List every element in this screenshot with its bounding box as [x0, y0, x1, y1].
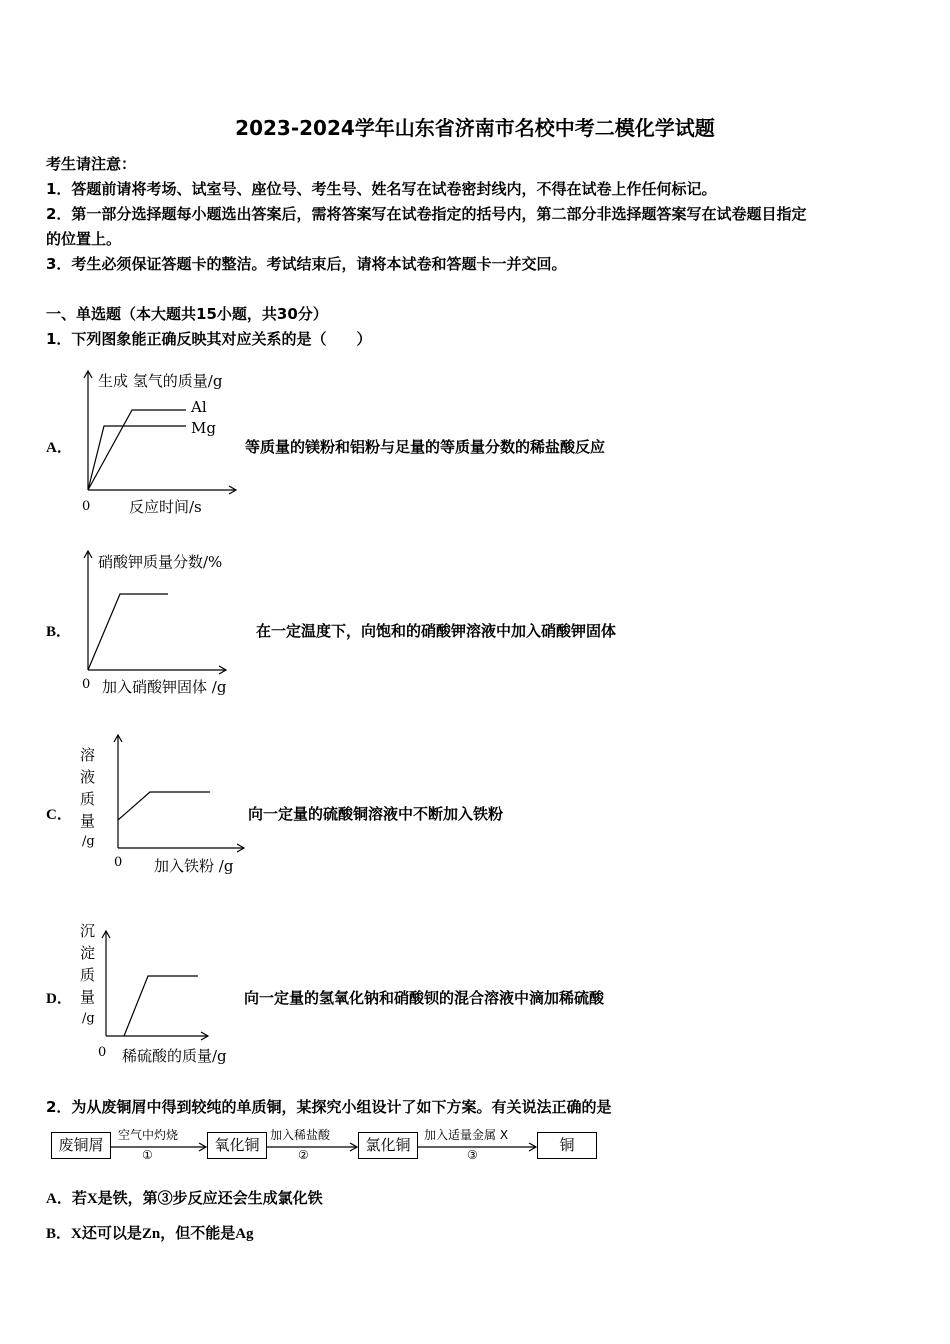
graph-a-origin: 0 [82, 499, 91, 514]
flow-box-copper-oxide: 氧化铜 [207, 1132, 267, 1159]
graph-c-ylabel-1: 溶 [80, 746, 96, 764]
graph-c-origin: 0 [114, 855, 123, 870]
graph-a-series-al: Al [191, 398, 207, 416]
option-b-label: B． [46, 624, 72, 640]
question-2-stem: 2．为从废铜屑中得到较纯的单质铜，某探究小组设计了如下方案。有关说法正确的是 [46, 1098, 612, 1116]
flow-arrow-3-step: ③ [467, 1148, 478, 1162]
graph-a-line-mg [88, 426, 186, 490]
q2-option-a [46, 1187, 323, 1208]
graph-b-origin: 0 [82, 677, 91, 692]
graph-d-ylabel-3: 质 [80, 966, 96, 984]
graph-c-ylabel-2: 液 [80, 768, 96, 786]
flow-box-waste-copper: 废铜屑 [51, 1132, 111, 1159]
option-b-desc: 在一定温度下，向饱和的硝酸钾溶液中加入硝酸钾固体 [256, 622, 617, 640]
graph-a [74, 368, 244, 520]
graph-c [74, 728, 254, 880]
graph-c-line [118, 792, 210, 820]
graph-b-line [88, 594, 168, 670]
option-d-label: D． [46, 991, 72, 1007]
q2-option-b-text: X还可以是Zn，但不能是Ag [71, 1226, 254, 1242]
notice-item-2-cont: 的位置上。 [46, 230, 122, 248]
graph-b-xlabel: 加入硝酸钾固体 /g [102, 678, 227, 696]
graph-a-xlabel: 反应时间/s [129, 498, 202, 516]
q2-option-b [46, 1222, 254, 1243]
flow-arrow-1-step: ① [142, 1148, 153, 1162]
option-d-desc: 向一定量的氢氧化钠和硝酸钡的混合溶液中滴加稀硫酸 [244, 989, 605, 1007]
graph-a-series-mg: Mg [191, 419, 216, 437]
option-a-label: A． [46, 440, 72, 456]
graph-b [74, 548, 254, 698]
q2-option-b-label: B． [46, 1226, 72, 1242]
graph-b-ylabel: 硝酸钾质量分数/% [98, 553, 223, 571]
q2-option-a-label: A． [46, 1191, 72, 1207]
graph-d [74, 920, 254, 1068]
graph-d-ylabel-5: /g [82, 1011, 95, 1026]
flow-box-copper-chloride: 氯化铜 [358, 1132, 418, 1159]
notice-item-1: 1．答题前请将考场、试室号、座位号、考生号、姓名写在试卷密封线内，不得在试卷上作任何标记。 [46, 180, 717, 198]
graph-c-ylabel-4: 量 [80, 812, 96, 830]
flow-arrow-2-top-label: 加入稀盐酸 [270, 1128, 331, 1142]
graph-c-xlabel: 加入铁粉 /g [154, 857, 234, 875]
page-title: 2023-2024学年山东省济南市名校中考二模化学试题 [235, 116, 715, 140]
notice-heading: 考生请注意： [46, 155, 137, 173]
flow-box-copper: 铜 [537, 1132, 597, 1159]
question-1-stem: 1．下列图象能正确反映其对应关系的是（ ） [46, 330, 372, 348]
option-c-label: C． [46, 807, 72, 823]
option-a-desc: 等质量的镁粉和铝粉与足量的等质量分数的稀盐酸反应 [245, 438, 606, 456]
graph-c-ylabel-3: 质 [80, 790, 96, 808]
graph-d-ylabel-2: 淀 [80, 944, 96, 962]
notice-item-2: 2．第一部分选择题每小题选出答案后，需将答案写在试卷指定的括号内，第二部分非选择题答案写在试卷题目指定 [46, 205, 807, 223]
notice-item-3: 3．考生必须保证答题卡的整洁。考试结束后，请将本试卷和答题卡一并交回。 [46, 255, 567, 273]
q2-option-a-text: 若X是铁，第③步反应还会生成氯化铁 [71, 1191, 323, 1207]
graph-a-ylabel: 生成 氢气的质量/g [98, 372, 223, 390]
graph-a-line-al [88, 410, 186, 490]
graph-d-line [124, 976, 198, 1036]
section-heading: 一、单选题（本大题共15小题，共30分） [46, 305, 328, 323]
graph-d-ylabel-4: 量 [80, 988, 96, 1006]
graph-d-ylabel-1: 沉 [80, 922, 96, 940]
flow-arrow-1-top-label: 空气中灼烧 [118, 1128, 179, 1142]
flow-arrow-3-top-label: 加入适量金属 X [424, 1128, 509, 1142]
graph-d-xlabel: 稀硫酸的质量/g [122, 1047, 227, 1065]
graph-c-ylabel-5: /g [82, 834, 95, 849]
graph-d-origin: 0 [98, 1045, 107, 1060]
option-c-desc: 向一定量的硫酸铜溶液中不断加入铁粉 [248, 805, 504, 823]
flow-arrow-2-step: ② [298, 1148, 309, 1162]
